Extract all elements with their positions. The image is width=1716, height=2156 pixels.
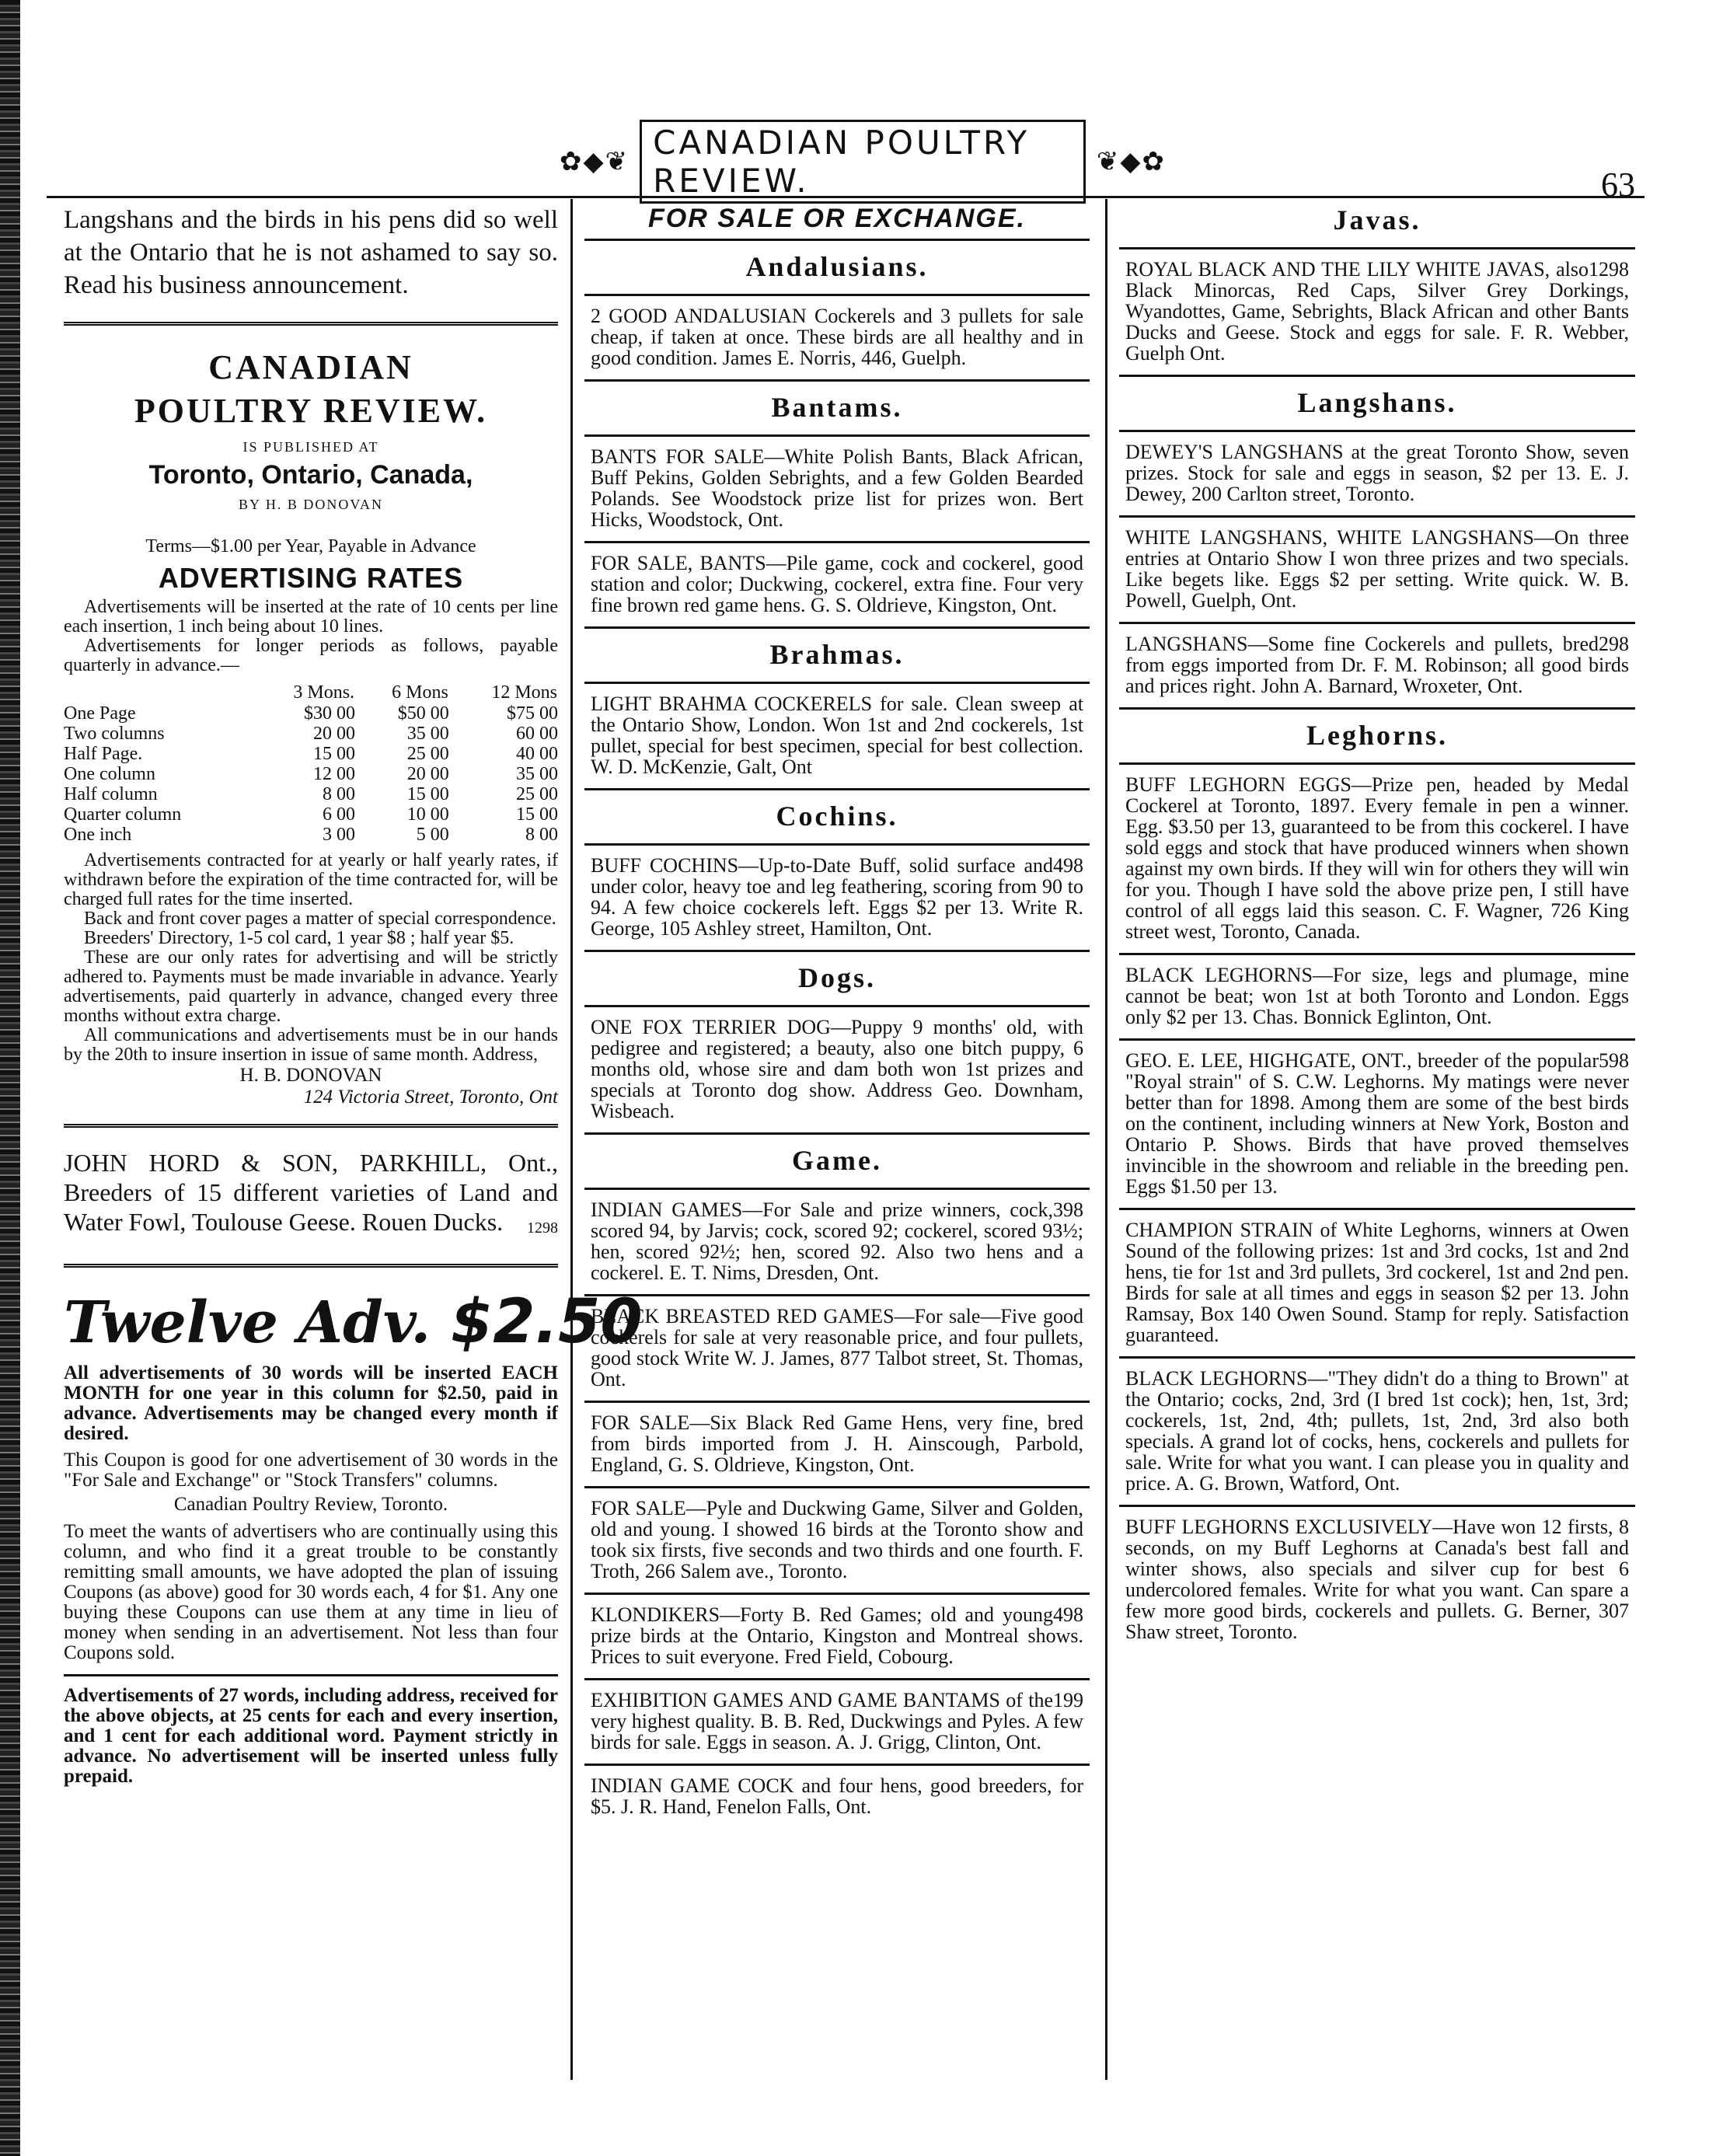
- category-heading: Javas.: [1333, 204, 1421, 235]
- classified-ad: CHAMPION STRAIN of White Leghorns, winners at Owen Sound of the following prizes: 1st and 3rd cocks, 1st and 2nd hens, tie for 1st and 3rd pullets, 3rd cockerel, 1st and 2nd pen. Birds for sale at all times and eggs in season $2 per 13. John Ramsay, Box 140 Owen Sound. Stamp for reply. Satisfaction guaranteed.: [1125, 1219, 1629, 1346]
- divider: [1119, 953, 1635, 955]
- column-right: [1119, 204, 1635, 1642]
- divider: [1119, 1505, 1635, 1507]
- divider: [1119, 762, 1635, 765]
- rate-label: Quarter column: [64, 804, 182, 825]
- publication-city: Toronto, Ontario, Canada,: [148, 460, 473, 490]
- column-divider: [570, 199, 573, 2080]
- divider: [584, 1486, 1090, 1488]
- divider: [584, 294, 1090, 296]
- divider: [1119, 247, 1635, 249]
- signature-address: 124 Victoria Street, Toronto, Ont: [303, 1087, 558, 1108]
- rate-value: 25 00: [406, 744, 449, 764]
- divider: [584, 379, 1090, 382]
- rates-header: 6 Mons: [392, 682, 448, 703]
- divider: [584, 1593, 1090, 1595]
- classified-ad: BLACK LEGHORNS—For size, legs and plumage, mine cannot be beat; won 1st at both Toronto and London. Eggs only $2 per 13. Chas. Bonnick Eglinton, Ont.: [1125, 964, 1629, 1028]
- divider: [584, 1005, 1090, 1007]
- divider: [584, 843, 1090, 846]
- rates-row: [64, 744, 558, 764]
- rate-value: 20 00: [313, 724, 356, 744]
- coupon-signature: Canadian Poultry Review, Toronto.: [173, 1494, 448, 1515]
- rate-value: $75 00: [507, 703, 558, 724]
- masthead-title: CANADIAN POULTRY REVIEW.: [640, 120, 1086, 204]
- classified-ad: 298 LANGSHANS—Some fine Cockerels and pullets, bred from eggs imported from Dr. F. M. Robinson; all good birds and prices right. John A. Barnard, Wroxeter, Ont.: [1125, 633, 1629, 697]
- rate-value: 15 00: [516, 804, 558, 825]
- classified-ad: 398 INDIAN GAMES—For Sale and prize winners, cock, scored 94, by Jarvis; cock, scored 92; cockerel, scored 93½; hen, scored 92½; hen, scored 92. Also two hens and a cockerel. E. T. Nims, Dresden, Ont.: [591, 1198, 1083, 1284]
- divider: [1119, 1356, 1635, 1359]
- divider: [1119, 707, 1635, 710]
- divider: [584, 1764, 1090, 1766]
- classified-ad: ONE FOX TERRIER DOG—Puppy 9 months' old, with pedigree and registered; a beauty, also one bitch puppy, 6 months old, whose sire and dam both won 1st prizes and specials at Toronto dog show. Address Geo. Downham, Wisbeach.: [591, 1016, 1083, 1122]
- small-ad-rates: Advertisements of 27 words, including address, received for the above objects, at 25 cents for each and every insertion, and 1 cent for each additional word. Payment strictly in advance. No advertisement will be inserted unless fully prepaid.: [64, 1685, 558, 1787]
- right-ornament: ❦◆✿: [1096, 146, 1166, 177]
- divider: [584, 541, 1090, 543]
- rate-value: 3 00: [323, 825, 356, 845]
- rate-value: 15 00: [313, 744, 356, 764]
- category-heading: Andalusians.: [745, 251, 929, 282]
- divider: [64, 1674, 558, 1676]
- rates-row: [64, 825, 558, 845]
- twelve-adv-paragraph: All advertisements of 30 words will be inserted EACH MONTH for one year in this column for $2.50, paid in advance. Advertisements may be changed every month if desired.: [64, 1362, 558, 1444]
- rates-header: [64, 682, 254, 703]
- rates-paragraph: These are our only rates for advertising and will be strictly adhered to. Payments must be made invariable in advance. Yearly advertisements, paid quarterly in advance, changed every three months without extra charge.: [64, 947, 558, 1026]
- divider: [584, 1401, 1090, 1403]
- rate-value: 5 00: [416, 825, 449, 845]
- for-sale-heading: FOR SALE OR EXCHANGE.: [648, 204, 1026, 233]
- rate-label: One inch: [64, 825, 132, 845]
- rate-value: 40 00: [516, 744, 558, 764]
- rates-row: [64, 724, 558, 744]
- category-heading: Game.: [792, 1145, 882, 1176]
- divider: [1119, 430, 1635, 432]
- rate-value: 10 00: [406, 804, 449, 825]
- rate-label: One Page: [64, 703, 136, 724]
- classified-ad: BUFF LEGHORN EGGS—Prize pen, headed by Medal Cockerel at Toronto, 1897. Every female in pen a winner. Egg. $3.50 per 13, guaranteed to be from this cockerel. I have sold eggs and stock that have produced winners when shown against my own birds. If they will win for others they will win for you. Though I have sold the above prize pen, I still have control of all eggs laid this season. C. F. Wagner, 726 King street west, Toronto, Canada.: [1125, 773, 1629, 943]
- rate-label: One column: [64, 764, 155, 784]
- divider: [584, 434, 1090, 437]
- rate-value: 25 00: [516, 784, 558, 804]
- ad-code: 1298: [527, 1219, 558, 1237]
- rates-paragraph: Advertisements contracted for at yearly or half yearly rates, if withdrawn before the expiration of the time contracted for, will be charged full rates for the time inserted.: [64, 850, 558, 909]
- twelve-adv-title: Twelve Adv.: [64, 1289, 431, 1356]
- divider: [1119, 515, 1635, 518]
- twelve-adv-heading: [64, 1287, 643, 1357]
- divider: [584, 1294, 1090, 1296]
- advertising-rates-heading: ADVERTISING RATES: [158, 562, 464, 594]
- classified-ad: 498 KLONDIKERS—Forty B. Red Games; old and young prize birds at the Ontario, Kingston and Montreal shows. Prices to suit everyone. Fred Field, Cobourg.: [591, 1603, 1083, 1668]
- classified-ad: FOR SALE, BANTS—Pile game, cock and cockerel, good station and color; Duckwing, cockerel, extra fine. Four very fine brown red game hens. G. S. Oldrieve, Kingston, Ont.: [591, 552, 1083, 616]
- classified-ad: 1298 ROYAL BLACK AND THE LILY WHITE JAVAS, also Black Minorcas, Red Caps, Silver Grey Dorkings, Wyandottes, Game, Sebrights, Black African and other Bants Ducks and Geese. Stock and eggs for sale. F. R. Webber, Guelph Ont.: [1125, 258, 1629, 365]
- divider: [584, 788, 1090, 790]
- rate-value: $30 00: [304, 703, 356, 724]
- rate-value: 6 00: [323, 804, 356, 825]
- rates-row: [64, 784, 558, 804]
- coupon-paragraph: This Coupon is good for one advertisement of 30 words in the "For Sale and Exchange" or "Stock Transfers" columns.: [64, 1450, 558, 1491]
- publisher-byline: BY H. B DONOVAN: [238, 497, 383, 512]
- category-heading: Dogs.: [797, 962, 876, 993]
- rates-row: [64, 764, 558, 784]
- column-divider: [1105, 199, 1107, 2080]
- divider: [584, 1132, 1090, 1135]
- classified-ad: BANTS FOR SALE—White Polish Bants, Black African, Buff Pekins, Golden Sebrights, and a few Golden Bearded Polands. See Woodstock prize list for prizes won. Bert Hicks, Woodstock, Ont.: [591, 445, 1083, 531]
- rates-header: 3 Mons.: [293, 682, 355, 703]
- divider: [584, 1188, 1090, 1190]
- subscription-terms: Terms—$1.00 per Year, Payable in Advance: [145, 536, 476, 556]
- header-rule: [47, 196, 1644, 198]
- category-heading: Langshans.: [1297, 387, 1457, 418]
- classified-ad: BUFF LEGHORNS EXCLUSIVELY—Have won 12 firsts, 8 seconds, on my Buff Leghorns at Canada's best fall and winter shows, also specials and silver cup for best 6 undercolored females. Write for what you want. Can spare a few more good birds, cockerels and pullets. G. Berner, 307 Shaw street, Toronto.: [1125, 1516, 1629, 1643]
- rates-header: 12 Mons: [491, 682, 557, 703]
- classified-ad: FOR SALE—Six Black Red Game Hens, very fine, bred from birds imported from J. H. Ainscough, Parbold, England, G. S. Oldrieve, Kingston, Ont.: [591, 1411, 1083, 1476]
- signature-name: H. B. DONOVAN: [239, 1065, 382, 1086]
- divider: [584, 626, 1090, 629]
- hord-advertisement: JOHN HORD & SON, PARKHILL, Ont., Breeders of 15 different varieties of Land and Water Fowl, Toulouse Geese. Rouen Ducks.: [64, 1149, 558, 1236]
- rate-value: 35 00: [406, 724, 449, 744]
- publication-name: POULTRY REVIEW.: [134, 392, 488, 430]
- category-heading: Brahmas.: [769, 639, 905, 670]
- rate-value: 8 00: [323, 784, 356, 804]
- divider: [64, 1264, 558, 1268]
- rate-value: 60 00: [516, 724, 558, 744]
- classified-ad: FOR SALE—Pyle and Duckwing Game, Silver and Golden, old and young. I showed 16 birds at the Toronto show and took six firsts, five seconds and two thirds and one fourth. F. Troth, 266 Salem ave., Toronto.: [591, 1497, 1083, 1582]
- divider: [64, 322, 558, 326]
- published-at: IS PUBLISHED AT: [242, 439, 379, 455]
- classified-ad: LIGHT BRAHMA COCKERELS for sale. Clean sweep at the Ontario Show, London. Won 1st and 2nd cockerels, 1st pullet, special for best specimen, special for best collection. W. D. McKenzie, Galt, Ont: [591, 693, 1083, 778]
- publication-name: CANADIAN: [208, 348, 413, 386]
- category-heading: Bantams.: [771, 392, 903, 423]
- rate-value: $50 00: [397, 703, 449, 724]
- rates-paragraph: Back and front cover pages a matter of special correspondence.: [84, 909, 556, 929]
- rate-value: 15 00: [406, 784, 449, 804]
- left-ornament: ✿◆❦: [560, 146, 630, 177]
- intro-paragraph: Langshans and the birds in his pens did so well at the Ontario that he is not ashamed to say so. Read his business announcement.: [64, 206, 558, 299]
- rates-table: [64, 682, 558, 845]
- rate-label: Two columns: [64, 724, 165, 744]
- rate-value: 12 00: [313, 764, 356, 784]
- twelve-adv-price: $2.50: [450, 1287, 643, 1357]
- category-heading: Leghorns.: [1306, 720, 1449, 751]
- rates-paragraph: Advertisements for longer periods as follows, payable quarterly in advance.—: [64, 636, 558, 675]
- rates-row: [64, 804, 558, 825]
- classified-ad: BLACK BREASTED RED GAMES—For sale—Five good cockerels for sale at very reasonable price, and four pullets, good stock Write W. J. James, 877 Talbot street, St. Thomas, Ont.: [591, 1305, 1083, 1390]
- coupon-explanation: To meet the wants of advertisers who are continually using this column, and who find it a great trouble to be constantly remitting small amounts, we have adopted the plan of issuing Coupons (as above) good for 30 words each, 4 for $1. Any one buying these Coupons can use them at any time in lieu of money when sending in an advertisement. Not less than four Coupons sold.: [64, 1521, 558, 1663]
- rate-label: Half column: [64, 784, 158, 804]
- divider: [1119, 1208, 1635, 1210]
- publisher-box: [64, 346, 558, 1108]
- rates-row: [64, 703, 558, 724]
- classified-ad: 598 GEO. E. LEE, HIGHGATE, ONT., breeder of the popular "Royal strain" of S. C.W. Leghorns. My matings were never better than for 1898. Among them are some of the best birds on the continent, including winners at New York, Boston and Ontario P. Shows. Birds that have proved themselves invincible in the showroom and reliable in the breeding pen. Eggs $1.50 per 13.: [1125, 1049, 1629, 1198]
- divider: [64, 1124, 558, 1128]
- divider: [1119, 1038, 1635, 1041]
- classified-ad: INDIAN GAME COCK and four hens, good breeders, for $5. J. R. Hand, Fenelon Falls, Ont.: [591, 1774, 1083, 1818]
- divider: [584, 950, 1090, 952]
- rates-paragraph: Breeders' Directory, 1-5 col card, 1 year $8 ; half year $5.: [84, 928, 514, 948]
- classified-ad: BLACK LEGHORNS—"They didn't do a thing to Brown" at the Ontario; cocks, 2nd, 3rd (I bred 1st cock); hen, 1st, 3rd; cockerels, 1st, 2nd, 4th; pullets, 1st, 2nd, 3rd also both specials. A grand lot of cocks, hens, cockerels and pullets for sale. Write for what you want. I can please you in quality and price. A. G. Brown, Watford, Ont.: [1125, 1367, 1629, 1495]
- category-heading: Cochins.: [776, 801, 898, 832]
- divider: [584, 1678, 1090, 1680]
- rates-paragraph: All communications and advertisements must be in our hands by the 20th to insure insertion in issue of same month. Address,: [64, 1025, 558, 1065]
- classified-ad: DEWEY'S LANGSHANS at the great Toronto Show, seven prizes. Stock for sale and eggs in season, $2 per 13. E. J. Dewey, 200 Carlton street, Toronto.: [1125, 441, 1629, 505]
- classified-ad: 199 EXHIBITION GAMES AND GAME BANTAMS of the very highest quality. B. B. Red, Duckwings and Pyles. A few birds for sale. Eggs in season. A. J. Grigg, Clinton, Ont.: [591, 1689, 1083, 1753]
- classified-ad: 2 GOOD ANDALUSIAN Cockerels and 3 pullets for sale cheap, if taken at once. These birds are all healthy and in good condition. James E. Norris, 446, Guelph.: [591, 305, 1083, 369]
- divider: [1119, 375, 1635, 377]
- masthead: [560, 124, 1166, 200]
- rate-value: 8 00: [525, 825, 558, 845]
- divider: [584, 239, 1090, 241]
- scanned-page-edge: [0, 0, 20, 2156]
- divider: [584, 682, 1090, 684]
- rate-label: Half Page.: [64, 744, 143, 764]
- rate-value: 20 00: [406, 764, 449, 784]
- rate-value: 35 00: [516, 764, 558, 784]
- classified-ad: 498 BUFF COCHINS—Up-to-Date Buff, solid surface and under color, heavy toe and leg feathering, scoring from 90 to 94. A few choice cockerels left. Eggs $2 per 13. Write R. George, 105 Ashley street, Hamilton, Ont.: [591, 854, 1083, 940]
- classified-ad: WHITE LANGSHANS, WHITE LANGSHANS—On three entries at Ontario Show I won three prizes and two specials. Like begets like. Eggs $2 per setting. Write quick. W. B. Powell, Guelph, Ont.: [1125, 526, 1629, 612]
- divider: [1119, 622, 1635, 624]
- page-number: 63: [1601, 166, 1635, 204]
- column-left: [64, 204, 643, 1787]
- column-middle: [584, 204, 1090, 1817]
- rates-paragraph: Advertisements will be inserted at the rate of 10 cents per line each insertion, 1 inch being about 10 lines.: [64, 597, 558, 637]
